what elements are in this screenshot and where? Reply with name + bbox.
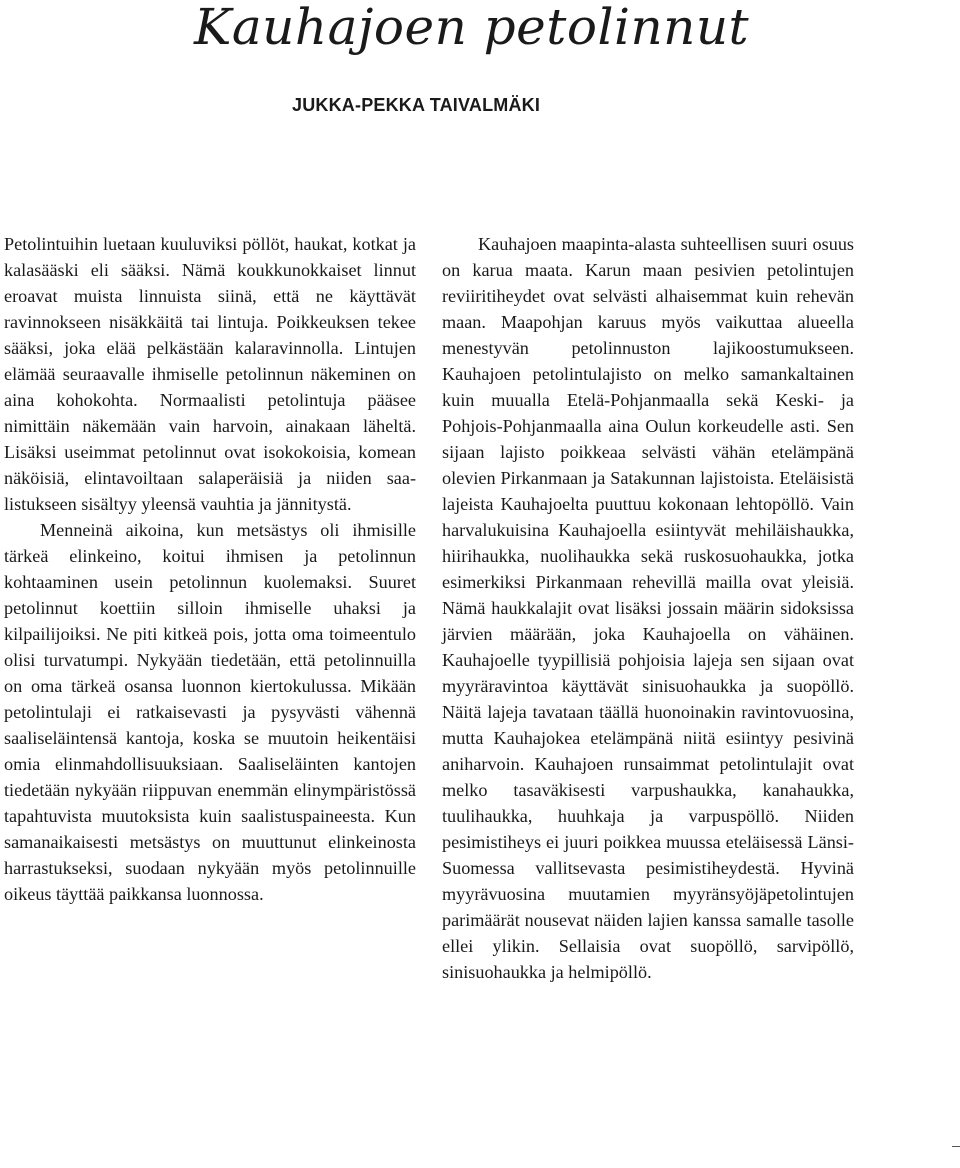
left-column <box>4 231 416 907</box>
right-paragraph-1: Kauhajoen maapinta-alasta suhteellisen suuri osuus on karua maata. Karun maan pesivien petolintujen reviiritiheydet ovat selvästi alhaisemmat kuin rehevän maan. Maapohjan karuus myös vaikuttaa alueella menestyvän petolinnuston lajikoostumukseen. Kauhajoen petolintulajisto on melko samankaltainen kuin muualla Etelä-Pohjanmaalla sekä Keski- ja Pohjois-Pohjanmaalla aina Oulun korkeudelle asti. Sen sijaan lajisto poikkeaa selvästi vähän etelämpänä olevien Pirkanmaan ja Satakunnan lajistoista. Eteläisistä lajeista Kauhajoelta puuttuu kokonaan lehtopöllö. Vain harvalukuisina Kauhajoella esiintyvät mehiläishaukka, hiirihaukka, nuolihaukka sekä ruskosuohaukka, jotka esimerkiksi Pirkanmaan rehevillä mailla ovat yleisiä. Nämä haukkalajit ovat lisäksi jossain määrin sidoksissa järvien määrään, joka Kauhajoella on vähäinen. Kauhajoelle tyypillisiä pohjoisia lajeja sen sijaan ovat myyräravintoa käyttävät sinisuohaukka ja suopöllö. Näitä lajeja tavataan täällä huonoinakin ravintovuosina, mutta Kauhajokea etelämpänä niitä esiintyy pesivinä aniharvoin. Kauhajoen runsaimmat petolintulajit ovat melko tasaväkisesti varpushaukka, kanahaukka, tuulihaukka, huuhkaja ja varpuspöllö. Niiden pesimistiheys ei juuri poikkea muussa eteläisessä Länsi-Suomessa vallitsevasta pesimistiheydestä. Hyvinä myyrävuosina muutamien myyränsyöjäpetolintujen parimäärät nousevat näiden lajien kanssa samalle tasolle ellei ylikin. Sellaisia ovat suopöllö, sarvipöllö, sinisuohaukka ja helmipöllö. <box>442 234 854 982</box>
left-paragraph-2: Menneinä aikoina, kun metsästys oli ihmisille tärkeä elinkeino, koitui ihmisen ja petolinnun kohtaaminen usein petolinnun kuolemaksi. Suuret petolinnut koettiin silloin ihmiselle uhaksi ja kilpailijoiksi. Ne piti kitkeä pois, jotta oma toimeentulo olisi turvatumpi. Nykyään tiedetään, että petolinnuilla on oma tärkeä osansa luonnon kiertokulussa. Mikään petolintulaji ei ratkaisevasti ja pysyvästi vähennä saaliseläintensä kantoja, koska se muutoin heikentäisi omia elinmahdollisuuksiaan. Saaliseläinten kantojen tiedetään nykyään riippuvan enemmän elinympäristössä tapahtuvista muutoksista kuin saalistuspaineesta. Kun samanaikaisesti metsästys on muuttunut elinkeinosta harrastukseksi, suodaan nykyään myös petolinnuille oikeus täyttää paikkansa luonnossa. <box>4 520 416 904</box>
right-column <box>442 231 854 985</box>
article-author: JUKKA-PEKKA TAIVALMÄKI <box>292 95 541 115</box>
page-corner-mark <box>952 1146 960 1147</box>
article-title: Kauhajoen petolinnut <box>194 0 750 56</box>
left-paragraph-1: Petolintuihin luetaan kuuluviksi pöllöt, haukat, kotkat ja kalasääski eli sääksi. Nämä koukkunokkaiset linnut eroavat muista linnuista siinä, että ne käyttävät ravinnokseen nisäkkäitä tai lintuja. Poikkeuksen tekee sääksi, joka elää pelkästään kalaravinnolla. Lintujen elämää seuraavalle ihmiselle petolinnun näkeminen on aina kohokohta. Normaalisti petolintuja pääsee nimittäin näkemään vain harvoin, ainakaan läheltä. Lisäksi useimmat petolinnut ovat isokokoisia, komean näköisiä, elintavoiltaan salaperäisiä ja niiden saalistukseen sisältyy yleensä vauhtia ja jännitystä. <box>4 234 416 514</box>
